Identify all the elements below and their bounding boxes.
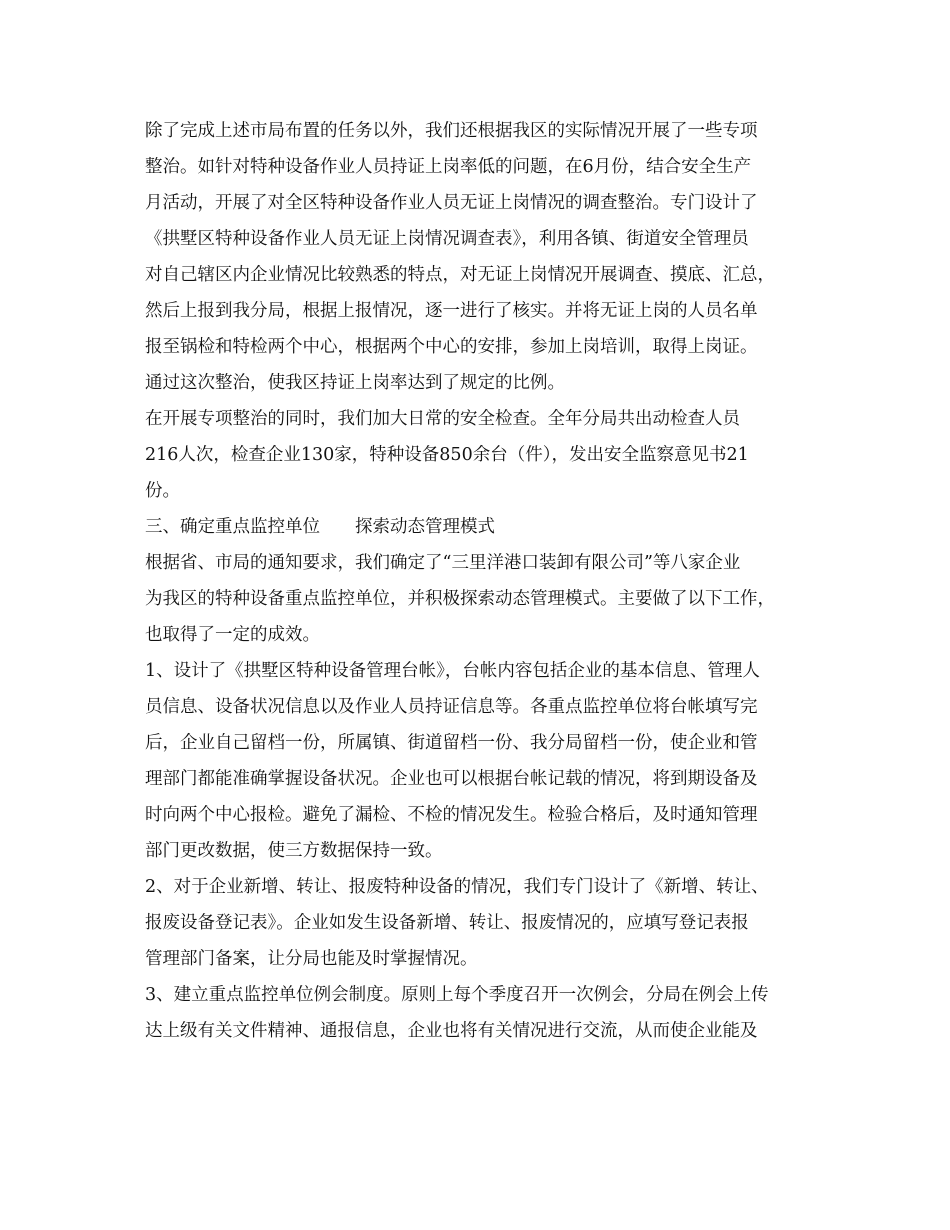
text-line-9: 在开展专项整治的同时，我们加大日常的安全检查。全年分局共出动检查人员 (145, 409, 740, 429)
text-line-16: 1、设计了《拱墅区特种设备管理台帐》，台帐内容包括企业的基本信息、管理人 (145, 661, 760, 681)
text-line-21: 部门更改数据，使三方数据保持一致。 (145, 841, 443, 861)
text-line-14: 为我区的特种设备重点监控单位，并积极探索动态管理模式。主要做了以下工作， (145, 589, 775, 609)
text-line-25: 3、建立重点监控单位例会制度。原则上每个季度召开一次例会，分局在例会上传 (145, 985, 769, 1005)
text-line-22: 2、对于企业新增、转让、报废特种设备的情况，我们专门设计了《新增、转让、 (145, 877, 769, 897)
text-line-5: 对自己辖区内企业情况比较熟悉的特点，对无证上岗情况开展调查、摸底、汇总， (145, 265, 775, 285)
text-line-17: 员信息、设备状况信息以及作业人员持证信息等。各重点监控单位将台帐填写完 (145, 697, 758, 717)
text-line-2: 整治。如针对特种设备作业人员持证上岗率低的问题，在6月份，结合安全生产 (145, 157, 752, 177)
section-heading: 三、确定重点监控单位 探索动态管理模式 (145, 517, 495, 537)
text-line-18: 后，企业自己留档一份，所属镇、街道留档一份、我分局留档一份，使企业和管 (145, 733, 758, 753)
text-line-1: 除了完成上述市局布置的任务以外，我们还根据我区的实际情况开展了一些专项 (145, 121, 758, 141)
text-line-19: 理部门都能准确掌握设备状况。企业也可以根据台帐记载的情况，将到期设备及 (145, 769, 758, 789)
text-line-24: 管理部门备案，让分局也能及时掌握情况。 (145, 949, 478, 969)
text-line-15: 也取得了一定的成效。 (145, 625, 320, 645)
text-line-3: 月活动，开展了对全区特种设备作业人员无证上岗情况的调查整治。专门设计了 (145, 193, 758, 213)
text-line-8: 通过这次整治，使我区持证上岗率达到了规定的比例。 (145, 373, 565, 393)
text-line-26: 达上级有关文件精神、通报信息，企业也将有关情况进行交流，从而使企业能及 (145, 1021, 758, 1041)
text-line-6: 然后上报到我分局，根据上报情况，逐一进行了核实。并将无证上岗的人员名单 (145, 301, 758, 321)
text-line-4: 《拱墅区特种设备作业人员无证上岗情况调查表》，利用各镇、街道安全管理员 (145, 229, 749, 249)
text-line-7: 报至锅检和特检两个中心，根据两个中心的安排，参加上岗培训，取得上岗证。 (145, 337, 758, 357)
text-line-13: 根据省、市局的通知要求，我们确定了“三里洋港口装卸有限公司”等八家企业 (145, 553, 741, 573)
text-line-20: 时向两个中心报检。避免了漏检、不检的情况发生。检验合格后，及时通知管理 (145, 805, 758, 825)
text-line-10: 216人次，检查企业130家，特种设备850余台（件），发出安全监察意见书21 (145, 445, 749, 465)
text-line-23: 报废设备登记表》。企业如发生设备新增、转让、报废情况的，应填写登记表报 (145, 913, 749, 933)
text-line-11: 份。 (145, 481, 180, 501)
